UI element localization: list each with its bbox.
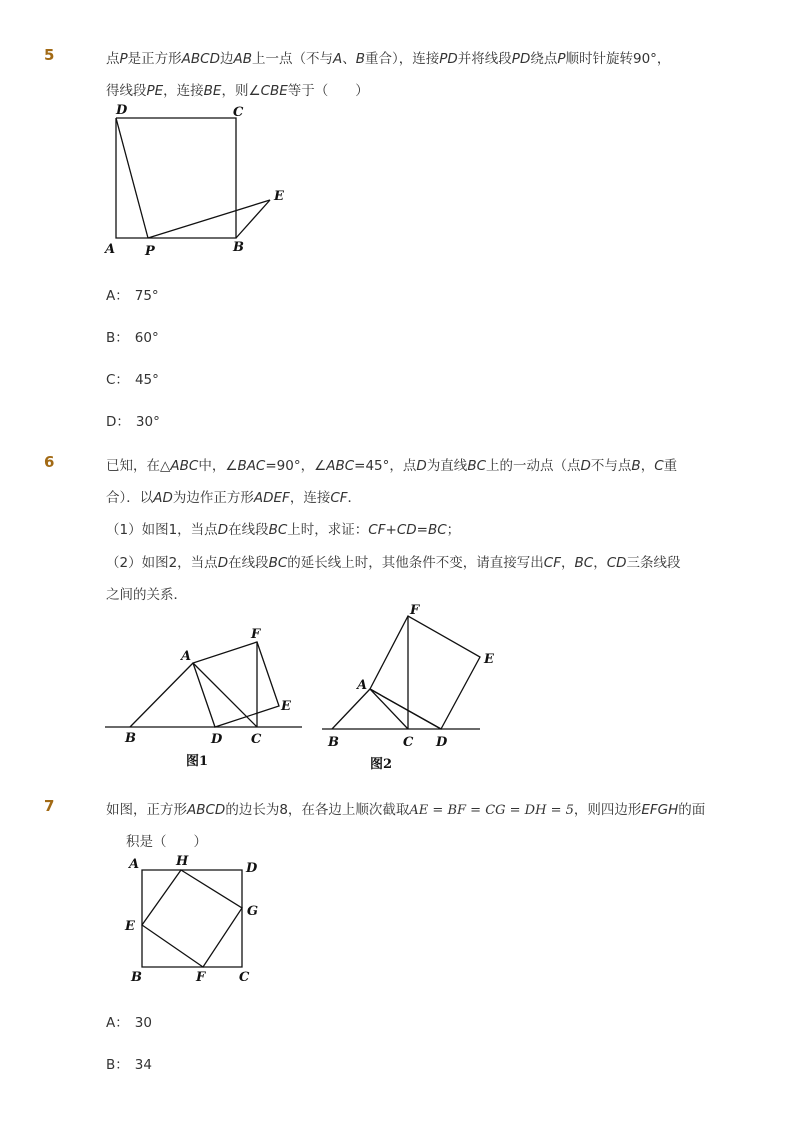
label-p: P — [145, 244, 155, 259]
q5-option-c[interactable]: C： 45° — [106, 372, 159, 388]
q6-stem-line-4: （2）如图2，当点D在线段BC的延长线上时，其他条件不变，请直接写出CF，BC，CD三条线段 — [106, 555, 681, 571]
label-b: B — [328, 735, 339, 750]
segment-pe — [148, 200, 270, 238]
segment-ac — [193, 663, 257, 727]
q6-stem-line-2: 合）．以AD为边作正方形ADEF，连接CF． — [106, 490, 362, 506]
label-c: C — [403, 735, 414, 750]
q7-stem-line-2: 积是（ ） — [126, 834, 207, 850]
figure-2-caption: 图2 — [370, 757, 393, 772]
q6-figure-1 — [100, 620, 310, 775]
label-a: A — [181, 649, 192, 664]
q6-stem-line-3: （1）如图1，当点D在线段BC上时，求证：CF+CD=BC； — [106, 522, 461, 538]
square-adef — [370, 616, 480, 729]
label-b: B — [131, 970, 142, 985]
label-d: D — [211, 732, 223, 747]
label-a: A — [129, 857, 140, 872]
label-g: G — [247, 904, 259, 919]
label-d: D — [116, 103, 128, 118]
q6-figure-2 — [318, 600, 508, 775]
q7-figure — [118, 850, 268, 985]
question-number-6: 6 — [44, 453, 55, 471]
q6-stem-line-1: 已知，在△ABC中，∠BAC=90°，∠ABC=45°，点D为直线BC上的一动点（点D不与点B，C重 — [106, 458, 678, 474]
label-f: F — [196, 970, 206, 985]
q5-option-d[interactable]: D： 30° — [106, 414, 160, 430]
label-d: D — [436, 735, 448, 750]
label-e: E — [274, 189, 284, 204]
segment-pd — [116, 118, 148, 238]
question-number-5: 5 — [44, 46, 55, 64]
label-d: D — [246, 861, 258, 876]
segment-ab — [130, 663, 193, 727]
label-c: C — [233, 105, 244, 120]
label-c: C — [251, 732, 262, 747]
q5-option-b[interactable]: B： 60° — [106, 330, 159, 346]
label-a: A — [357, 678, 368, 693]
square-abcd — [142, 870, 242, 967]
label-e: E — [281, 699, 291, 714]
label-b: B — [233, 240, 244, 255]
segment-ab — [332, 689, 370, 729]
q5-stem-line-2: 得线段PE，连接BE，则∠CBE等于（ ） — [106, 83, 369, 99]
q7-option-a[interactable]: A： 30 — [106, 1015, 152, 1031]
label-c: C — [239, 970, 250, 985]
label-b: B — [125, 731, 136, 746]
figure-1-caption: 图1 — [186, 754, 209, 769]
label-e: E — [484, 652, 494, 667]
q5-option-a[interactable]: A： 75° — [106, 288, 159, 304]
q7-math-expression: AE = BF = CG = DH = 5 — [409, 803, 574, 818]
square-abcd — [116, 118, 236, 238]
label-f: F — [251, 627, 261, 642]
q5-figure — [100, 98, 300, 263]
label-f: F — [410, 603, 420, 618]
q6-stem-line-5: 之间的关系． — [106, 587, 187, 603]
label-h: H — [176, 854, 189, 869]
label-a: A — [105, 242, 116, 257]
quadrilateral-efgh — [142, 870, 242, 967]
q7-stem-line-1: 如图，正方形ABCD的边长为8，在各边上顺次截取AE = BF = CG = DH = 5，则四边形EFGH的面 — [106, 802, 706, 818]
question-number-7: 7 — [44, 797, 55, 815]
label-e: E — [125, 919, 135, 934]
q5-stem-line-1: 点P是正方形ABCD边AB上一点（不与A、B重合），连接PD并将线段PD绕点P顺时针旋转90°， — [106, 51, 671, 67]
square-adef — [193, 642, 279, 727]
q7-option-b[interactable]: B： 34 — [106, 1057, 152, 1073]
segment-ac — [370, 689, 408, 729]
